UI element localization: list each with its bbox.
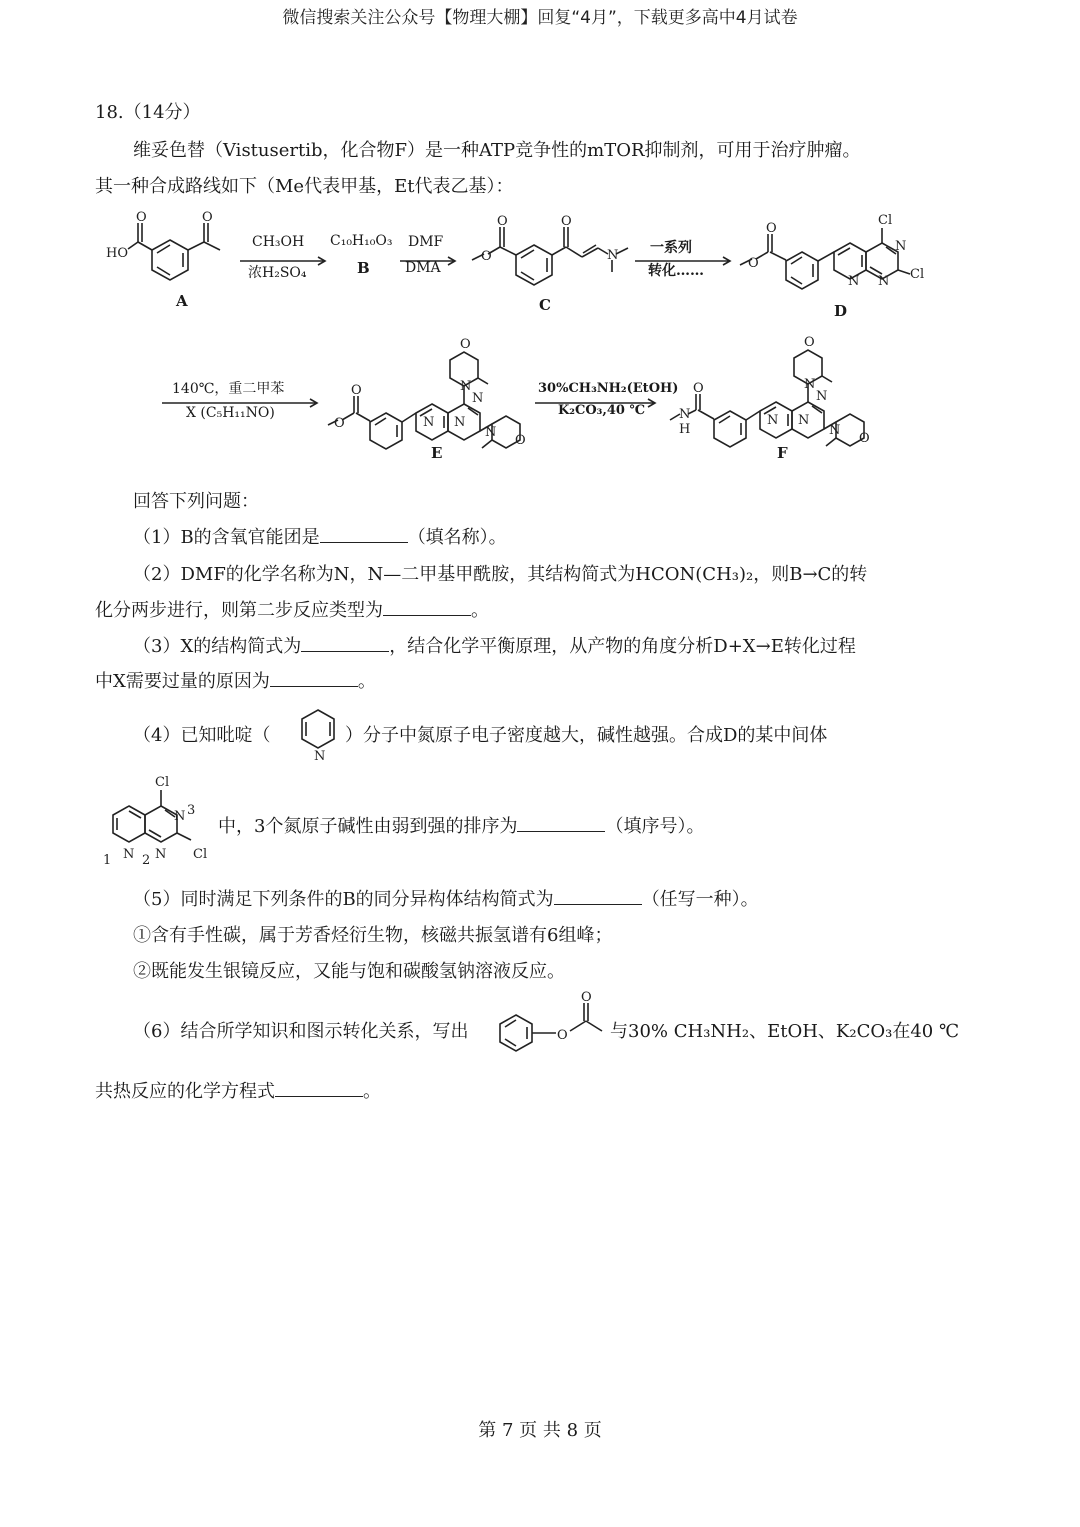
q6-part-b: 与30% CH₃NH₂、EtOH、K₂CO₃在40 ℃ — [610, 1021, 960, 1042]
atom-o: O — [351, 383, 362, 398]
pyridine-structure — [290, 704, 350, 764]
q3-line-2: 中X需要过量的原因为 。 — [95, 671, 376, 692]
q4-part-b: ）分子中氮原子电子密度越大，碱性越强。合成D的某中间体 — [345, 725, 828, 746]
question-number: 18.（14分） — [95, 102, 201, 123]
atom-n: N — [123, 847, 135, 862]
phenyl-acetate-structure — [486, 985, 616, 1055]
atom-cl: Cl — [155, 775, 170, 790]
atom-o: O — [481, 249, 492, 264]
q6-part-a: （6）结合所学知识和图示转化关系，写出 — [133, 1021, 469, 1042]
atom-ho: HO — [106, 246, 128, 261]
atom-o: O — [804, 335, 815, 350]
q6-line-2: 共热反应的化学方程式 。 — [95, 1081, 381, 1102]
answer-blank[interactable] — [517, 815, 605, 832]
q4-part-a: （4）已知吡啶（ — [133, 725, 271, 746]
atom-n: N — [454, 415, 466, 430]
label-c: C — [539, 296, 551, 314]
atom-o: O — [460, 337, 471, 352]
atom-o: O — [581, 990, 592, 1005]
arrow5-top: 30%CH₃NH₂(EtOH) — [538, 381, 679, 396]
atom-o: O — [693, 381, 704, 396]
answer-blank[interactable] — [270, 670, 358, 687]
locant-1: 1 — [103, 853, 112, 868]
arrow5-bottom: K₂CO₃,40 ℃ — [558, 403, 646, 418]
label-e: E — [431, 444, 443, 462]
q2-line-2: 化分两步进行，则第二步反应类型为 。 — [95, 600, 489, 621]
compound-f-structure — [668, 328, 888, 448]
arrow1-top: CH₃OH — [252, 234, 305, 250]
locant-3: 3 — [187, 803, 196, 818]
page-footer: 第 7 页 共 8 页 — [478, 1420, 602, 1441]
arrow4-bottom: X (C₅H₁₁NO) — [186, 405, 275, 421]
label-f: F — [777, 444, 788, 462]
atom-o: O — [136, 210, 147, 225]
atom-n: N — [485, 425, 497, 440]
q5-condition-2: ②既能发生银镜反应，又能与饱和碳酸氢钠溶液反应。 — [133, 961, 565, 982]
arrow4-top: 140℃，重二甲苯 — [172, 381, 285, 397]
atom-n: N — [895, 239, 907, 254]
atom-o: O — [497, 214, 508, 229]
compound-d-structure — [738, 210, 938, 310]
atom-o: O — [202, 210, 213, 225]
label-b: B — [357, 259, 370, 277]
arrow2-top: DMF — [408, 234, 444, 250]
atom-cl: Cl — [878, 213, 893, 228]
answer-blank[interactable] — [320, 526, 408, 543]
atom-n: N — [607, 248, 619, 263]
atom-o: O — [766, 221, 777, 236]
q5: （5）同时满足下列条件的B的同分异构体结构简式为 （任写一种）。 — [133, 889, 759, 910]
atom-o: O — [561, 214, 572, 229]
q2-line-1: （2）DMF的化学名称为N，N—二甲基甲酰胺，其结构简式为HCON(CH₃)₂，则B→C的转 — [133, 564, 868, 585]
intermediate-structure — [95, 770, 225, 870]
answer-blank[interactable] — [383, 599, 471, 616]
atom-n: N — [155, 847, 167, 862]
arrow1-bottom: 浓H₂SO₄ — [248, 265, 307, 281]
arrow3-bottom: 转化…… — [648, 263, 704, 279]
atom-n: N — [829, 423, 841, 438]
intro-line-1: 维妥色替（Vistusertib，化合物F）是一种ATP竞争性的mTOR抑制剂，可用于治疗肿瘤。 — [133, 140, 861, 161]
atom-o: O — [859, 431, 870, 446]
q4-part-c: 中，3个氮原子碱性由弱到强的排序为 （填序号）。 — [218, 816, 705, 837]
atom-n: N — [423, 415, 435, 430]
atom-n: N — [460, 379, 472, 394]
atom-n: N — [878, 274, 890, 289]
q1: （1）B的含氧官能团是 （填名称）。 — [133, 527, 507, 548]
atom-n: N — [472, 391, 484, 406]
atom-h: H — [679, 422, 691, 437]
compound-a-structure — [100, 205, 230, 295]
atom-n: N — [848, 274, 860, 289]
atom-n: N — [314, 749, 326, 764]
atom-o: O — [557, 1028, 568, 1043]
arrow2-bottom: DMA — [405, 260, 441, 276]
arrow3-top: 一系列 — [650, 240, 692, 256]
atom-n: N — [767, 413, 779, 428]
q3-line-1: （3）X的结构简式为 ，结合化学平衡原理，从产物的角度分析D+X→E转化过程 — [133, 636, 856, 657]
page-header: 微信搜索关注公众号【物理大棚】回复“4月”，下载更多高中4月试卷 — [282, 8, 798, 28]
intro-line-2: 其一种合成路线如下（Me代表甲基，Et代表乙基）： — [95, 176, 514, 197]
atom-n: N — [679, 407, 691, 422]
answer-blank[interactable] — [301, 635, 389, 652]
atom-n: N — [798, 413, 810, 428]
atom-n: N — [174, 809, 186, 824]
atom-o: O — [515, 433, 526, 448]
atom-n: N — [804, 377, 816, 392]
atom-cl: Cl — [193, 847, 208, 862]
q5-condition-1: ①含有手性碳，属于芳香烃衍生物，核磁共振氢谱有6组峰； — [133, 925, 613, 946]
answer-blank[interactable] — [554, 888, 642, 905]
label-a: A — [176, 292, 188, 310]
label-d: D — [834, 302, 848, 320]
atom-n: N — [816, 389, 828, 404]
atom-cl: Cl — [910, 267, 925, 282]
compound-c-structure — [470, 210, 640, 300]
atom-o: O — [334, 416, 345, 431]
compound-e-structure — [326, 330, 536, 450]
answer-blank[interactable] — [275, 1080, 363, 1097]
locant-2: 2 — [142, 853, 151, 868]
atom-o: O — [748, 256, 759, 271]
b-formula: C₁₀H₁₀O₃ — [330, 233, 393, 249]
prompt: 回答下列问题： — [133, 491, 259, 512]
